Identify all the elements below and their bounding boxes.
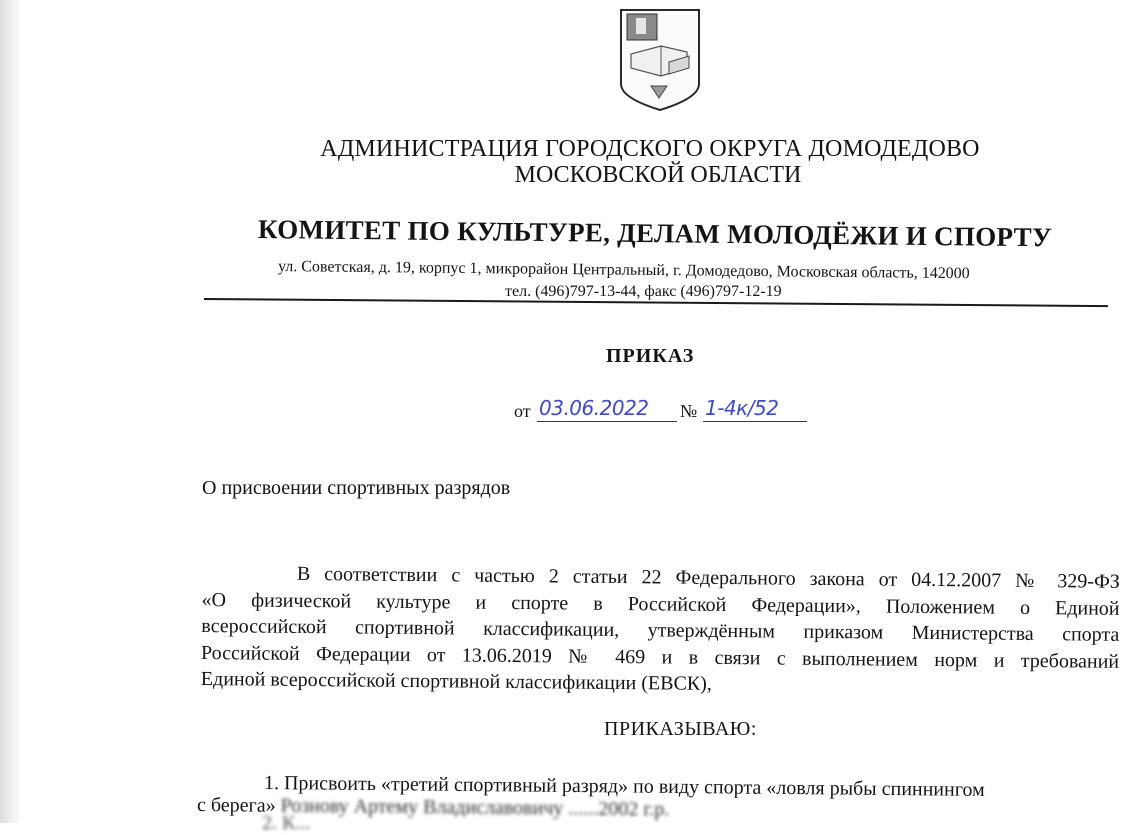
document-title: ПРИКАЗ	[606, 345, 695, 367]
administration-name-line1: АДМИНИСТРАЦИЯ ГОРОДСКОГО ОКРУГА ДОМОДЕДОВО	[320, 136, 980, 162]
order-date-handwritten: 03.06.2022	[539, 396, 649, 420]
order-item-2-blurred: 2. К...	[262, 812, 311, 834]
preamble-line: Российской Федерации от 13.06.2019 № 469 и в связи с выполнением норм и требований	[201, 641, 1120, 673]
redacted-athlete-name: Рознову Артему Владиславовичу ......2002 г.р.	[280, 794, 670, 821]
administration-name-line2: МОСКОВСКОЙ ОБЛАСТИ	[514, 162, 802, 188]
order-number-label: №	[680, 401, 698, 421]
preamble-line: «О физической культуре и спорте в Российской Федерации», Положением о Единой	[201, 588, 1120, 620]
committee-phone: тел. (496)797-13-44, факс (496)797-12-19	[505, 283, 782, 300]
committee-address: ул. Советская, д. 19, корпус 1, микрорайон Центральный, г. Домодедово, Московская область, 142000	[277, 258, 970, 283]
preamble-line: всероссийской спортивной классификации, утверждённым приказом Министерства спорта	[201, 614, 1120, 646]
order-date-label: от	[514, 401, 531, 421]
domodedovo-coat-of-arms-icon	[617, 6, 703, 112]
order-item-1-line2-start: с берега»	[196, 794, 276, 817]
order-date-underline	[537, 421, 677, 422]
order-number-underline	[703, 421, 807, 422]
preamble-line: В соответствии с частью 2 статьи 22 Федерального закона от 04.12.2007 № 329-ФЗ	[296, 562, 1120, 593]
preamble-paragraph	[201, 560, 1120, 701]
committee-name: КОМИТЕТ ПО КУЛЬТУРЕ, ДЕЛАМ МОЛОДЁЖИ И СПОРТУ	[257, 214, 1053, 253]
order-subject: О присвоении спортивных разрядов	[202, 477, 511, 499]
preamble-line: Единой всероссийской спортивной классификации (ЕВСК),	[200, 667, 712, 695]
order-number-handwritten: 1-4к/52	[705, 396, 779, 420]
order-directive-word: ПРИКАЗЫВАЮ:	[604, 718, 757, 740]
scan-edge-shadow	[0, 0, 22, 823]
order-item-1-line1: 1. Присвоить «третий спортивный разряд» по виду спорта «ловля рыбы спиннингом	[263, 772, 985, 801]
